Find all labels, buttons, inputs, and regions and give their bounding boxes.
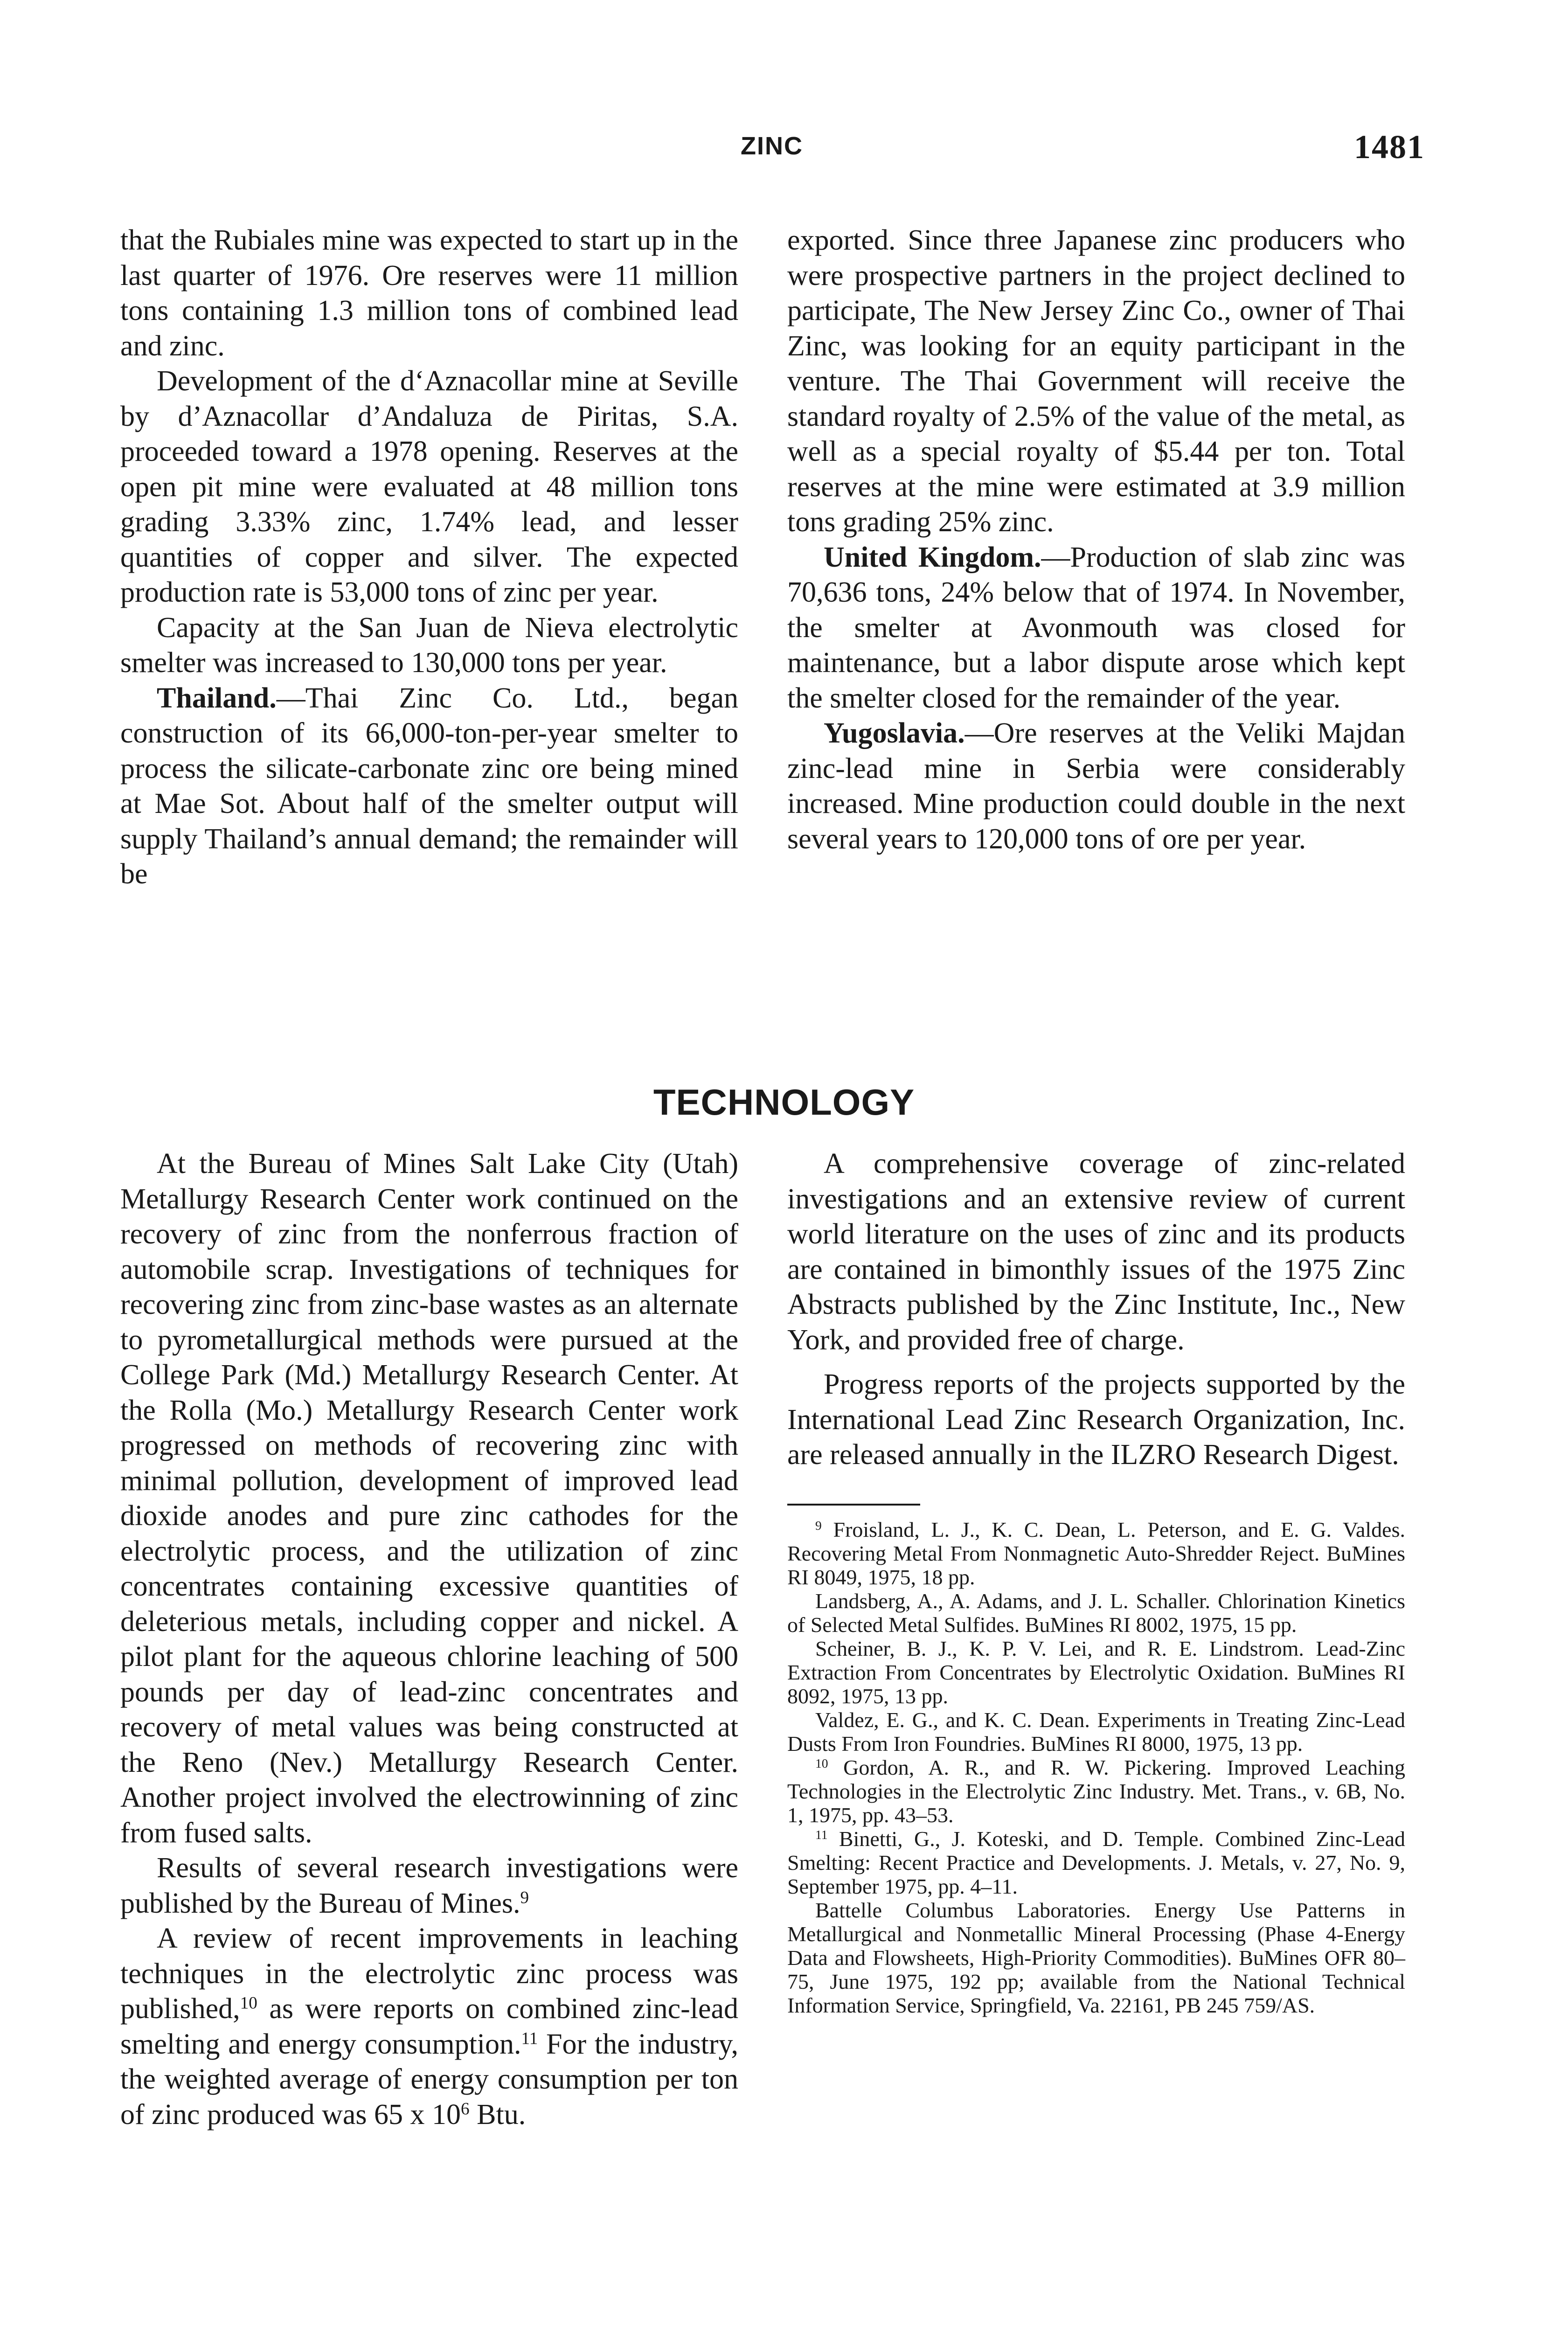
footnote: $^{10}$ Gordon, A. R., and R. W. Pickering. Improved Leaching Technologies in the Electrolytic Zinc Industry. Met. Trans., v. 6B, No. 1, 1975, pp. 43–53. [787,1755,1405,1827]
footnote-mark: 11 [815,1827,828,1842]
page-header [119,128,1425,174]
footnotes [787,1518,1405,2017]
paragraph [787,540,1405,716]
paragraph: exported. Since three Japanese zinc producers who were prospective partners in the project declined to participate, The New Jersey Zinc Co., owner of Thai Zinc, was looking for an equity participant in the venture. The Thai Government will receive the standard royalty of 2.5% of the value of the metal, as well as a special royalty of $5.44 per ton. Total reserves at the mine were estimated at 3.9 million tons grading 25% zinc. [787,224,1405,538]
paragraph: Progress reports of the projects supported by the International Lead Zinc Research Organization, Inc. are released annually in the ILZRO Research Digest. [787,1368,1405,1471]
paragraph: that the Rubiales mine was expected to start up in the last quarter of 1976. Ore reserves were 11 million tons containing 1.3 million tons of combined lead and zinc. [120,224,738,362]
footnote-mark: 10 [815,1756,828,1770]
section-heading: TECHNOLOGY [653,1082,915,1123]
paragraph-body: —Thai Zinc Co. Ltd., began construction of its 66,000-ton-per-year smelter to process the silicate-carbonate zinc ore being mined at Mae Sot. About half of the smelter output will supply Thailand’s annual demand; the remainder will be [120,682,738,890]
footnote: $^9$ Froisland, L. J., K. C. Dean, L. Peterson, and E. G. Valdes. Recovering Metal From Nonmagnetic Auto-Shredder Reject. BuMines RI 8049, 1975, 18 pp. [787,1517,1405,1589]
footnote-ref: 9 [520,1888,529,1908]
paragraph: Capacity at the San Juan de Nieva electrolytic smelter was increased to 130,000 tons per year. [120,611,738,679]
country-heading: Thailand. [157,682,277,714]
paragraph [120,681,738,892]
top-right-column [787,223,1405,857]
country-heading: Yugoslavia. [824,717,965,749]
footnote-divider [787,1504,920,1506]
country-heading: United Kingdom. [824,541,1041,573]
footnote: $^{11}$ Binetti, G., J. Koteski, and D. Temple. Combined Zinc-Lead Smelting: Recent Practice and Developments. J. Metals, v. 27, No. 9, September 1975, pp. 4–11. [787,1826,1405,1898]
paragraph [787,716,1405,857]
bottom-left-column [120,1146,738,2132]
footnote: Valdez, E. G., and K. C. Dean. Experiments in Treating Zinc-Lead Dusts From Iron Foundries. BuMines RI 8000, 1975, 13 pp. [787,1707,1405,1756]
paragraph-body: —Ore reserves at the Veliki Majdan zinc-lead mine in Serbia were considerably increased. Mine production could double in the next several years to 120,000 tons of ore per year. [787,717,1405,855]
footnote: Scheiner, B. J., K. P. V. Lei, and R. E. Lindstrom. Lead-Zinc Extraction From Concentrates by Electrolytic Oxidation. BuMines RI 8092, 1975, 13 pp. [787,1636,1405,1708]
footnote: Battelle Columbus Laboratories. Energy Use Patterns in Metallurgical and Nonmetallic Mineral Processing (Phase 4-Energy Data and Flowsheets, High-Priority Commodities). BuMines OFR 80–75, June 1975, 192 pp; available from the National Technical Information Service, Springfield, Va. 22161, PB 245 759/AS. [787,1898,1405,2017]
bottom-right-column [787,1146,1405,2017]
footnote: Landsberg, A., A. Adams, and J. L. Schaller. Chlorination Kinetics of Selected Metal Sulfides. BuMines RI 8002, 1975, 15 pp. [787,1589,1405,1637]
footnote-ref: 10 [240,1993,257,2013]
top-left-column [120,223,738,892]
footnote-ref: 11 [521,2029,538,2048]
page-number: 1481 [1354,128,1425,166]
exponent: 6 [461,2099,470,2119]
paragraph: A review of recent improvements in leaching techniques in the electrolytic zinc process was published,$^{10}$ as were reports on combined zinc-lead smelting and energy consumption.$^{11}$ For the industry, the weighted average of energy consumption per ton of zinc produced was 65 x $10^6$ Btu. [120,1923,738,2131]
running-head: ZINC [741,132,803,160]
paragraph: A comprehensive coverage of zinc-related investigations and an extensive review of current world literature on the uses of zinc and its products are contained in bimonthly issues of the 1975 Zinc Abstracts published by the Zinc Institute, Inc., New York, and provided free of charge. [787,1148,1405,1356]
paragraph: At the Bureau of Mines Salt Lake City (Utah) Metallurgy Research Center work continued on the recovery of zinc from the nonferrous fraction of automobile scrap. Investigations of techniques for recovering zinc from zinc-base wastes as an alternate to pyrometallurgical methods were pursued at the College Park (Md.) Metallurgy Research Center. At the Rolla (Mo.) Metallurgy Research Center work progressed on methods of recovering zinc with minimal pollution, development of improved lead dioxide anodes and pure zinc cathodes for the electrolytic process, and the utilization of zinc concentrates containing excessive quantities of deleterious metals, including copper and nickel. A pilot plant for the aqueous chlorine leaching of 500 pounds per day of lead-zinc concentrates and recovery of metal values was being constructed at the Reno (Nev.) Metallurgy Research Center. Another project involved the electrowinning of zinc from fused salts. [120,1148,738,1849]
paragraph: Development of the d‘Aznacollar mine at Seville by d’Aznacollar d’Andaluza de Piritas, S.A. proceeded toward a 1978 opening. Reserves at the open pit mine were evaluated at 48 million tons grading 3.33% zinc, 1.74% lead, and lesser quantities of copper and silver. The expected production rate is 53,000 tons of zinc per year. [120,365,738,608]
footnote-mark: 9 [815,1518,822,1533]
paragraph-body: —Production of slab zinc was 70,636 tons, 24% below that of 1974. In November, the smelter at Avonmouth was closed for maintenance, but a labor dispute arose which kept the smelter closed for the remainder of the year. [787,541,1405,714]
paragraph: Results of several research investigations were published by the Bureau of Mines.$^9$ [120,1852,738,1919]
